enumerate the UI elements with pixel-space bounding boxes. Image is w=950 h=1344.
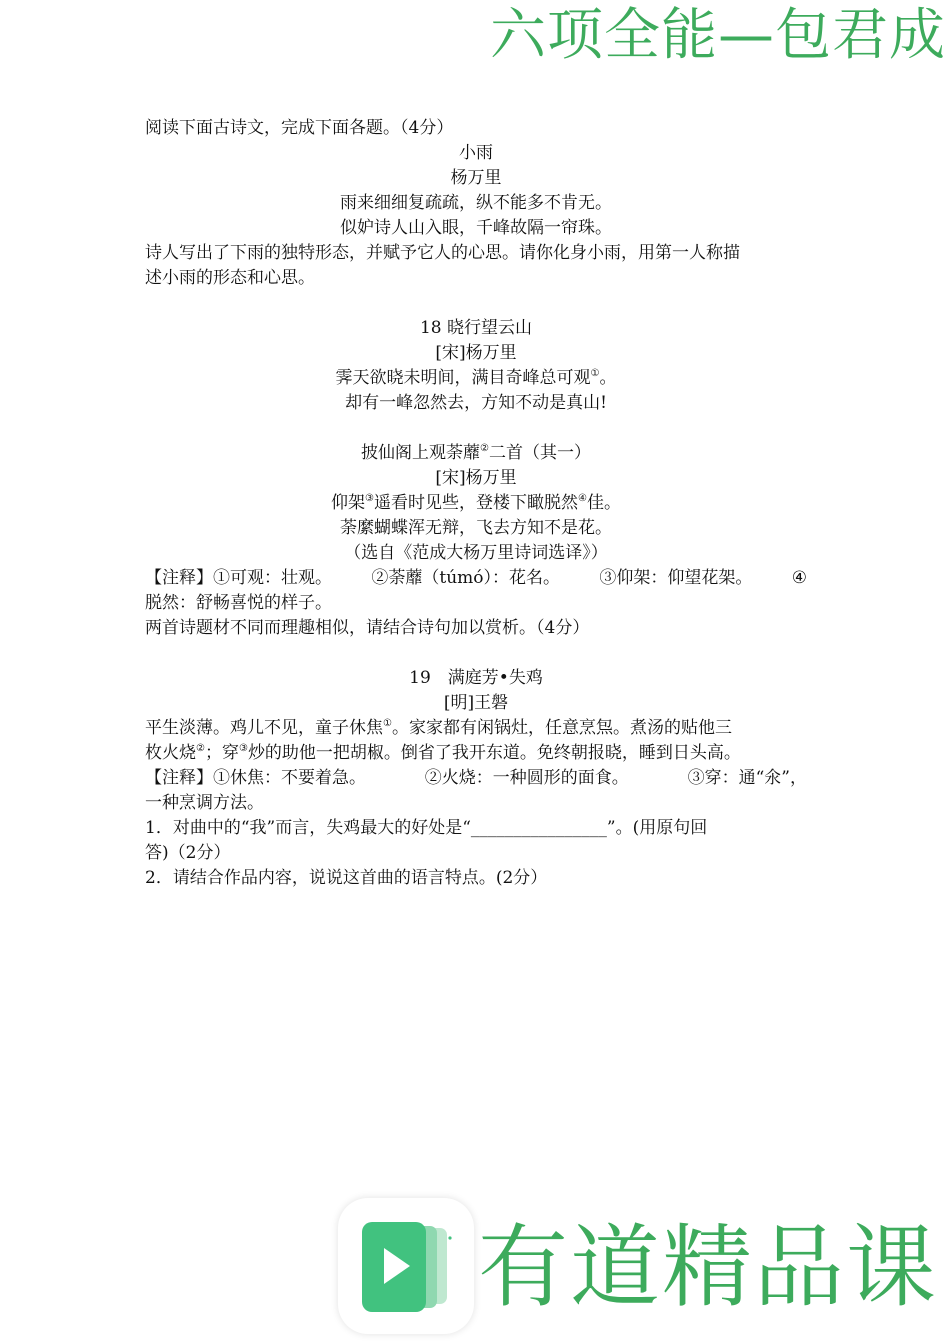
play-book-icon <box>338 1198 474 1334</box>
brand-logo <box>338 1198 474 1334</box>
q18-notes-line-1: 【注释】①可观：壮观。 ②荼蘼（túmó）：花名。 ③仰架：仰望花架。 ④ <box>145 568 807 588</box>
q18-title: 18 晓行望云山 <box>419 318 533 338</box>
q1-poem-line-1: 雨来细细复疏疏，纵不能多不肯无。 <box>340 193 612 213</box>
footnote-marker: ② <box>480 443 489 454</box>
footnote-marker: ② <box>196 743 205 754</box>
footnote-marker: ③ <box>365 493 374 504</box>
q18-poem2-line-1: 仰架③遥看时见些，登楼下瞰脱然④佳。 <box>331 493 621 513</box>
footnote-marker: ① <box>383 718 392 729</box>
q19-author: [明]王磐 <box>443 693 509 713</box>
q1-poem-line-2: 似妒诗人山入眼，千峰故隔一帘珠。 <box>340 218 612 238</box>
q18-poem-line-1: 霁天欲晓未明间，满目奇峰总可观①。 <box>335 368 617 388</box>
q18-notes-line-2: 脱然：舒畅喜悦的样子。 <box>145 593 332 613</box>
document-body <box>145 116 807 891</box>
q18-question: 两首诗题材不同而理趣相似，请结合诗句加以赏析。（4分） <box>145 618 590 638</box>
q18-poem-line-2: 却有一峰忽然去，方知不动是真山! <box>345 393 607 413</box>
q19-text-line-1: 平生淡薄。鸡儿不见，童子休焦①。家家都有闲锅灶，任意烹炰。煮汤的贴他三 <box>145 718 732 738</box>
footnote-marker: ① <box>590 368 600 379</box>
q1-task-line-2: 述小雨的形态和心思。 <box>145 268 315 288</box>
q1-task-line-1: 诗人写出了下雨的独特形态，并赋予它人的心思。请你化身小雨，用第一人称描 <box>145 243 740 263</box>
q1-instruction: 阅读下面古诗文，完成下面各题。（4分） <box>145 118 454 138</box>
q19-title: 19 满庭芳•失鸡 <box>409 668 543 688</box>
q1-poem-author: 杨万里 <box>450 168 502 188</box>
header-title: 六项全能—包君成 <box>490 3 946 68</box>
q19-notes-line-1: 【注释】①休焦：不要着急。 ②火烧：一种圆形的面食。 ③穿：通“氽”， <box>145 768 807 788</box>
footnote-marker: ③ <box>238 743 248 754</box>
q19-notes-line-2: 一种烹调方法。 <box>145 793 264 813</box>
q18-poem2-line-2: 荼縻蝴蝶浑无辩，飞去方知不是花。 <box>340 518 612 538</box>
q19-text-line-2: 枚火烧②；穿③炒的助他一把胡椒。倒省了我开东道。免终朝报晓，睡到日头高。 <box>145 743 741 763</box>
q18-poem2-author: [宋]杨万里 <box>435 468 517 488</box>
q18-author: [宋]杨万里 <box>435 343 517 363</box>
q19-item-1-line-1: 1．对曲中的“我”而言，失鸡最大的好处是“________________”。(用原句回 <box>145 818 708 838</box>
q19-item-1-line-2: 答)（2分） <box>145 843 231 863</box>
q18-poem2-title: 披仙阁上观荼蘼②二首（其一） <box>361 443 591 463</box>
q18-source: （选自《范成大杨万里诗词选译》） <box>344 543 608 563</box>
footnote-marker: ④ <box>578 493 587 504</box>
q19-item-2: 2．请结合作品内容，说说这首曲的语言特点。(2分） <box>145 868 548 888</box>
q1-poem-title: 小雨 <box>459 143 493 163</box>
brand-text: 有道精品课 <box>478 1215 938 1320</box>
